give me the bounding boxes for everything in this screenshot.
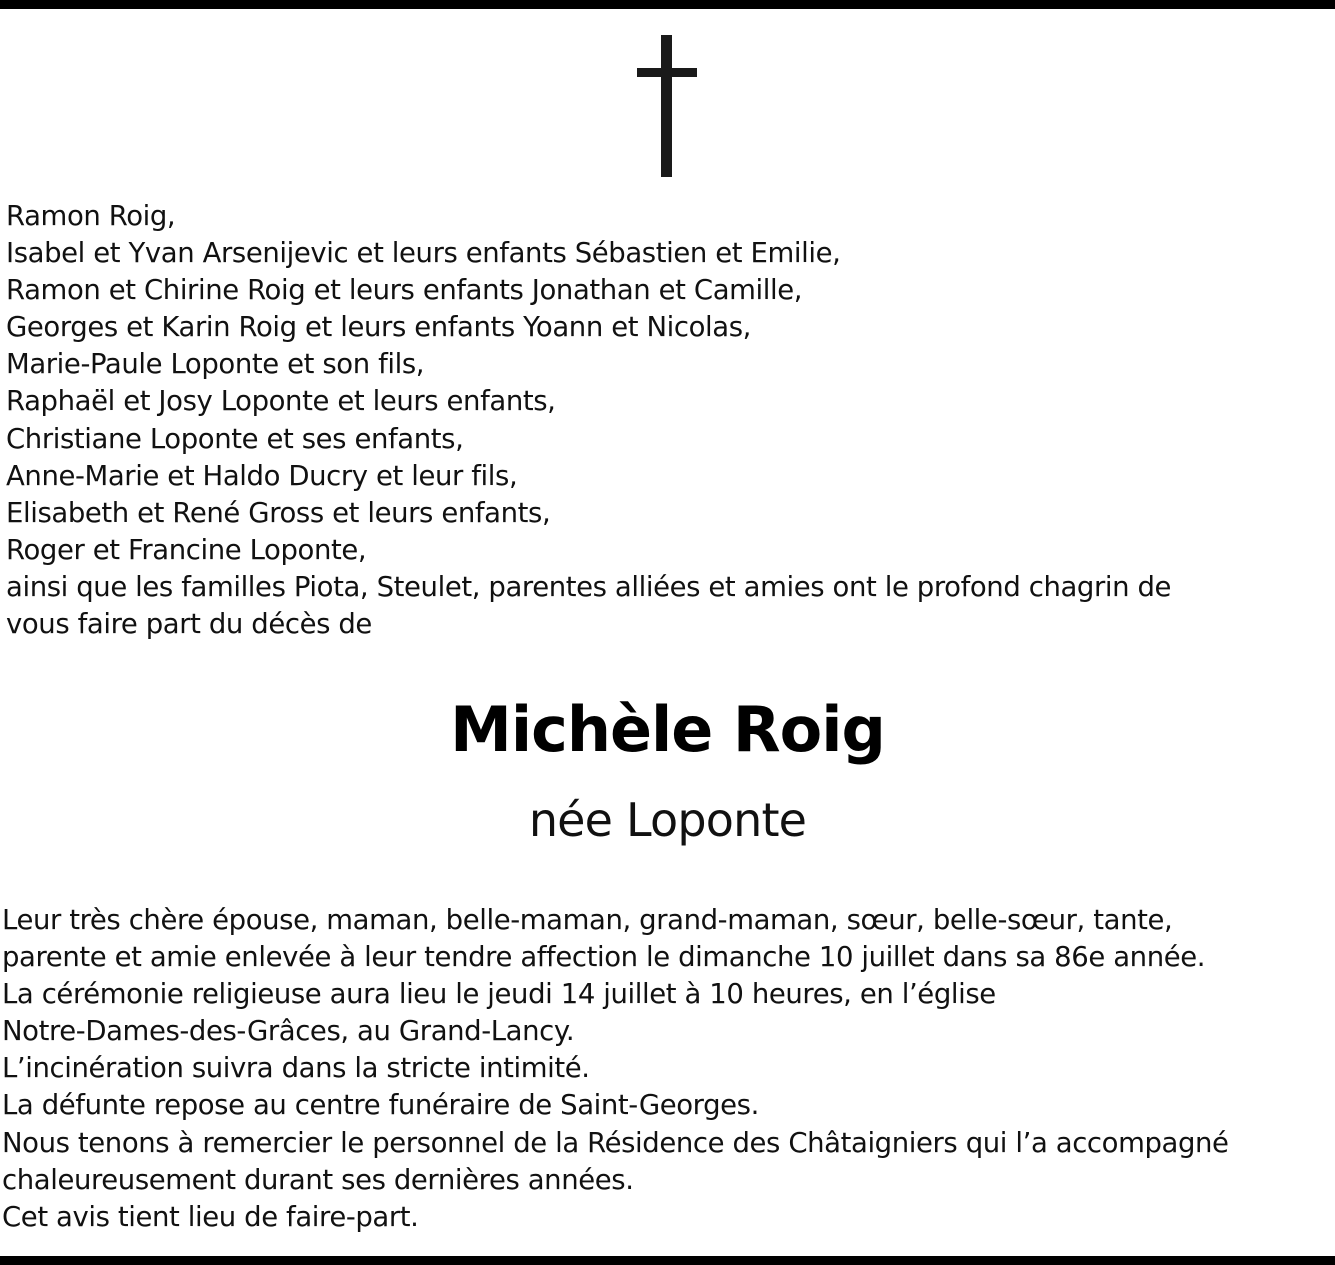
family-line: Roger et Francine Loponte, [6,533,367,566]
family-line: ainsi que les familles Piota, Steulet, parentes alliées et amies ont le profond chagrin de [6,570,1172,603]
notice-line: chaleureusement durant ses dernières années. [2,1163,634,1196]
deceased-name: Michèle Roig [450,693,885,766]
family-line: Elisabeth et René Gross et leurs enfants, [6,496,551,529]
notice-line: Cet avis tient lieu de faire-part. [2,1200,419,1233]
funeral-notice [2,902,1335,1236]
top-border-rule [0,0,1335,9]
family-line: Raphaël et Josy Loponte et leurs enfants, [6,385,556,418]
family-line: Ramon Roig, [6,200,176,232]
notice-line: La défunte repose au centre funéraire de Saint-Georges. [2,1089,759,1122]
notice-line: Nous tenons à remercier le personnel de la Résidence des Châtaigniers qui l’a accompagné [2,1126,1229,1159]
family-announcement [6,198,1326,643]
deceased-maiden-name: née Loponte [528,793,807,847]
cross-icon [637,35,697,177]
family-line: vous faire part du décès de [6,608,372,641]
notice-line: Notre-Dames-des-Grâces, au Grand-Lancy. [2,1015,575,1048]
family-line: Christiane Loponte et ses enfants, [6,422,464,455]
family-line: Georges et Karin Roig et leurs enfants Yoann et Nicolas, [6,311,751,344]
family-line: Anne-Marie et Haldo Ducry et leur fils, [6,459,518,492]
notice-line: parente et amie enlevée à leur tendre affection le dimanche 10 juillet dans sa 86e année. [2,941,1206,974]
notice-line: L’incinération suivra dans la stricte intimité. [2,1052,590,1085]
bottom-border-rule [0,1256,1335,1265]
family-line: Marie-Paule Loponte et son fils, [6,348,425,381]
notice-line: La cérémonie religieuse aura lieu le jeudi 14 juillet à 10 heures, en l’église [2,978,996,1011]
notice-line: Leur très chère épouse, maman, belle-maman, grand-maman, sœur, belle-sœur, tante, [2,904,1173,936]
family-line: Isabel et Yvan Arsenijevic et leurs enfants Sébastien et Emilie, [6,237,841,270]
family-line: Ramon et Chirine Roig et leurs enfants Jonathan et Camille, [6,274,803,307]
